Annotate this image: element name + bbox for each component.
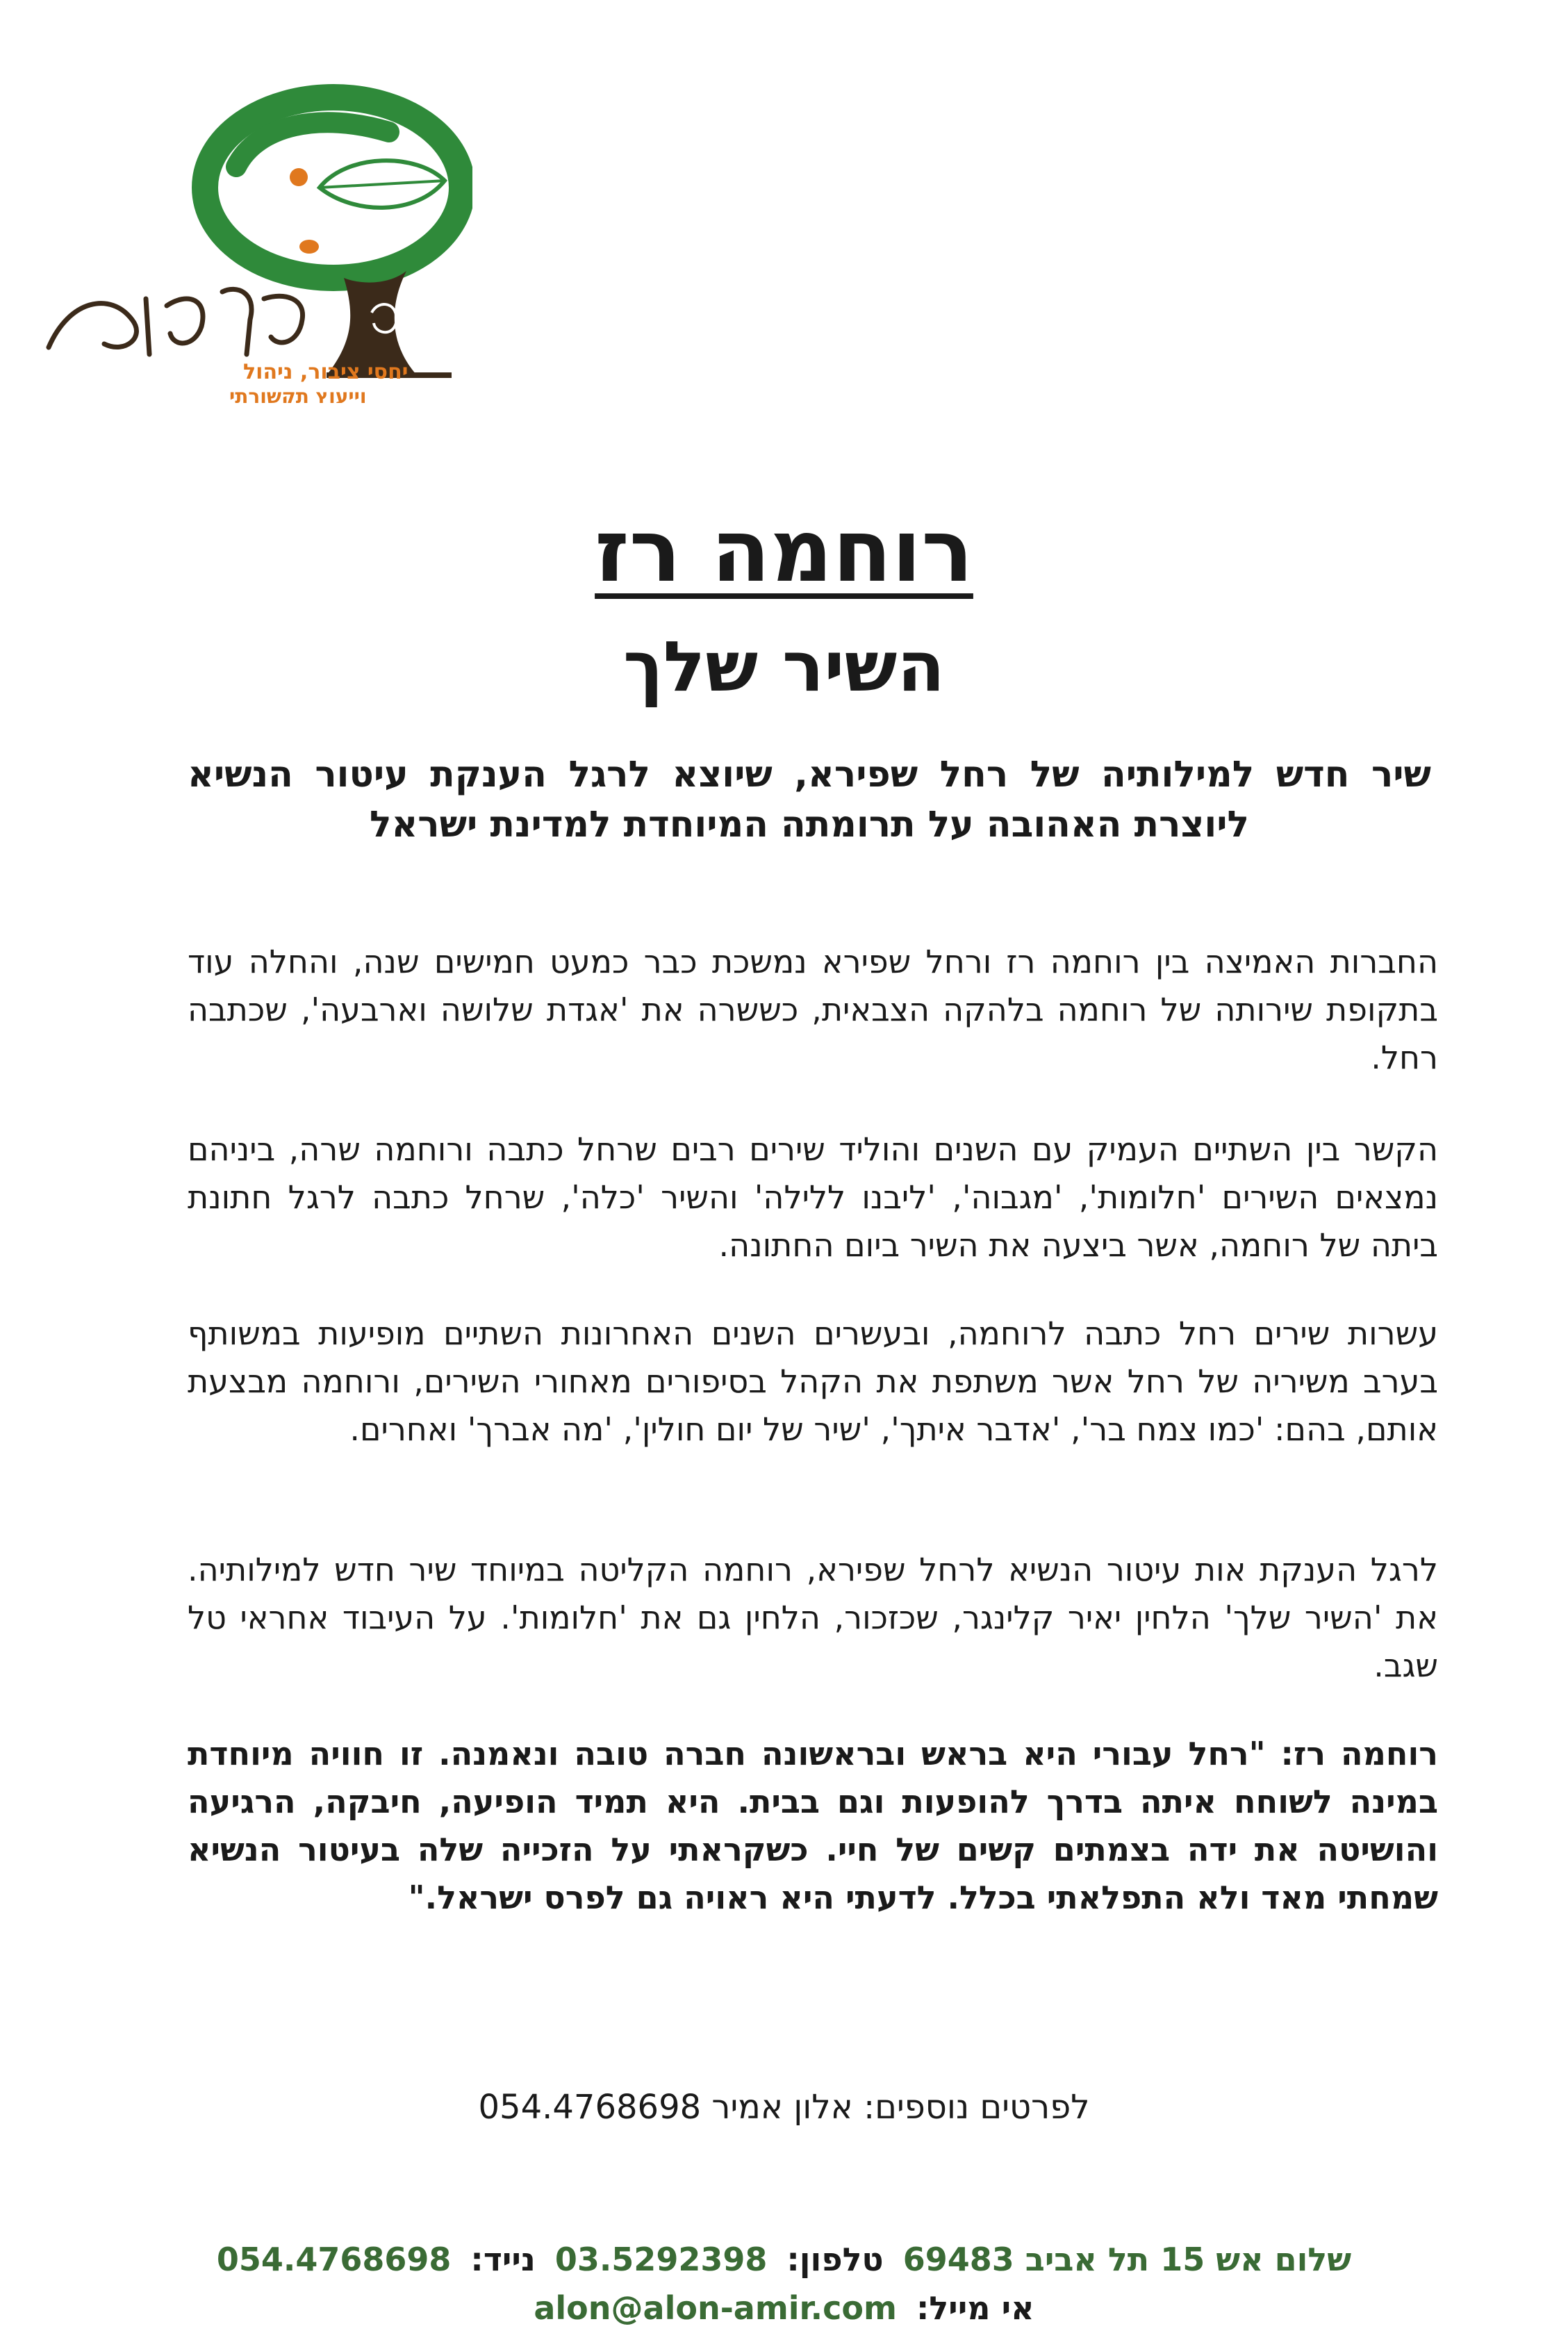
body-paragraph: החברות האמיצה בין רוחמה רז ורחל שפירא נמשכת כבר כמעט חמישים שנה, והחלה עוד בתקופת שירותה של רוחמה בלהקה הצבאית, כששרה את 'אגדת שלושה וארבעה', שכתבה רחל. [188,943,1438,1076]
footer-address: שלום אש 15 תל אביב 69483 [902,2241,1352,2278]
footer-mobile[interactable]: 054.4768698 [216,2241,452,2278]
footer-mobile-label: נייד: [470,2241,536,2278]
footer-phone-label: טלפון: [786,2241,884,2278]
body-paragraph: הקשר בין השתיים העמיק עם השנים והוליד שירים רבים שרחל כתבה ורוחמה שרה, ביניהם נמצאים השירים 'חלומות', 'מגבוה', 'ליבנו ללילה' והשיר 'כלה', שרחל כתבה לרגל חתונת ביתה של רוחמה, אשר ביצעה את השיר ביום החתונה. [188,1130,1438,1264]
fruit-dot [299,240,319,254]
body-paragraph: לרגל הענקת אות עיטור הנשיא לרחל שפירא, רוחמה הקליטה במיוחד שיר חדש למילותיה. את 'השיר שלך' הלחין יאיר קלינגר, שכזכור, הלחין גם את 'חלומות'. על העיבוד אחראי טל שגב. [188,1551,1438,1684]
footer-email-label: אי מייל: [916,2289,1034,2327]
fruit-dot [290,168,308,186]
logo-tagline-1: יחסי ציבור, ניהול [243,360,408,384]
lead-paragraph: שיר חדש למילותיה של רחל שפירא, שיוצא לרגל הענקת עיטור הנשיא ליוצרת האהובה על תרומתה המיוחדת למדינת ישראל [188,754,1431,846]
company-logo [28,69,472,403]
footer-email-line [0,2289,1568,2327]
quote-paragraph: רוחמה רז: "רחל עבורי היא בראש ובראשונה חברה טובה ונאמנה. זו חוויה מיוחדת במינה לשוחח איתה בדרך להופעות וגם בבית. היא תמיד הופיעה, חיבקה, הרגיעה והושיטה את ידה בצמתים קשים של חיי. כשקראתי על הזכייה שלה בעיטור הנשיא שמחתי מאד ולא התפלאתי בכלל. לדעתי היא ראויה גם לפרס ישראל." [188,1735,1438,1916]
logo-tagline-2: וייעוץ תקשורתי [229,385,367,403]
tree-logo-graphic [28,69,472,403]
footer-contact-line [0,2241,1568,2278]
footer-email-link[interactable]: alon@alon-amir.com [534,2289,897,2327]
body-paragraph: עשרות שירים רחל כתבה לרוחמה, ובעשרים השנים האחרונות השתיים מופיעות במשותף בערב משיריה של רחל אשר משתפת את הקהל בסיפורים מאחורי השירים, ורוחמה מבצעת אותם, בהם: 'כמו צמח בר', 'אדבר איתך', 'שיר של יום חולין', 'מה אברך' ואחרים. [188,1315,1438,1448]
brand-signature [49,289,303,354]
footer-phone[interactable]: 03.5292398 [554,2241,768,2278]
contact-line: לפרטים נוספים: אלון אמיר 054.4768698 [478,2088,1090,2127]
page-subtitle: השיר שלך [622,626,946,707]
page-title: רוחמה רז [595,502,973,602]
canopy-swirl [236,122,389,167]
